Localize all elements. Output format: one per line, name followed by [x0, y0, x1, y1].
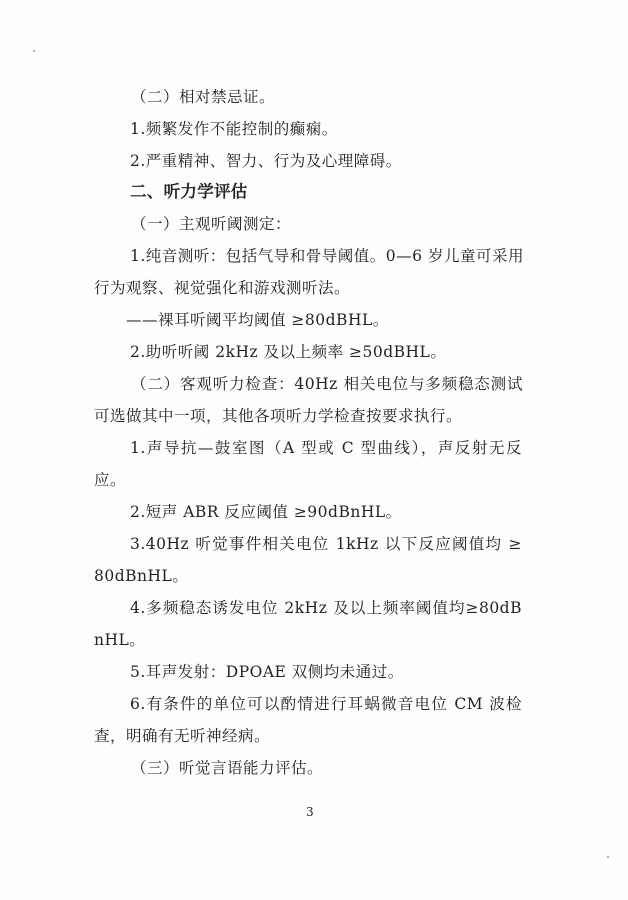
paragraph-otoacoustic-emission: 5.耳声发射：DPOAE 双侧均未通过。 — [130, 663, 404, 681]
subsection-relative-contraindications: （二）相对禁忌证。 — [131, 88, 276, 106]
paragraph-pure-tone-line1: 1.纯音测听：包括气导和骨导阈值。0—6 岁儿童可采用 — [130, 247, 524, 265]
subsection-speech-assessment: （三）听觉言语能力评估。 — [131, 759, 324, 777]
paragraph-abr-threshold: 2.短声 ABR 反应阈值 ≥90dBnHL。 — [130, 503, 402, 521]
subsection-objective-test-line1: （二）客观听力检查：40Hz 相关电位与多频稳态测试 — [131, 375, 523, 393]
scan-speck — [33, 50, 35, 52]
page-number: 3 — [306, 805, 314, 819]
paragraph-epilepsy: 1.频繁发作不能控制的癫痫。 — [130, 120, 338, 138]
paragraph-aided-threshold: 2.助听听阈 2kHz 及以上频率 ≥50dBHL。 — [130, 343, 447, 361]
subsection-objective-test-line2: 可选做其中一项，其他各项听力学检查按要求执行。 — [94, 407, 463, 425]
paragraph-assr-line1: 4.多频稳态诱发电位 2kHz 及以上频率阈值均≥80dB — [130, 599, 522, 617]
paragraph-40hz-line1: 3.40Hz 听觉事件相关电位 1kHz 以下反应阈值均 ≥ — [130, 535, 522, 553]
paragraph-tympanometry-line2: 应。 — [94, 471, 127, 489]
paragraph-tympanometry-line1: 1.声导抗—鼓室图（A 型或 C 型曲线），声反射无反 — [130, 439, 522, 457]
subsection-subjective-threshold: （一）主观听阈测定： — [131, 215, 292, 233]
paragraph-assr-line2: nHL。 — [94, 631, 146, 649]
section-heading-audiology: 二、听力学评估 — [130, 182, 248, 201]
scan-speck — [607, 856, 609, 858]
paragraph-unaided-threshold: ——裸耳听阈平均阈值 ≥80dBHL。 — [126, 311, 389, 329]
paragraph-cochlear-microphonic-line1: 6.有条件的单位可以酌情进行耳蜗微音电位 CM 波检 — [130, 695, 522, 713]
paragraph-pure-tone-line2: 行为观察、视觉强化和游戏测听法。 — [94, 279, 351, 297]
paragraph-cochlear-microphonic-line2: 查，明确有无听神经病。 — [94, 727, 271, 745]
paragraph-40hz-line2: 80dBnHL。 — [94, 567, 189, 585]
paragraph-mental-disorders: 2.严重精神、智力、行为及心理障碍。 — [130, 152, 402, 170]
